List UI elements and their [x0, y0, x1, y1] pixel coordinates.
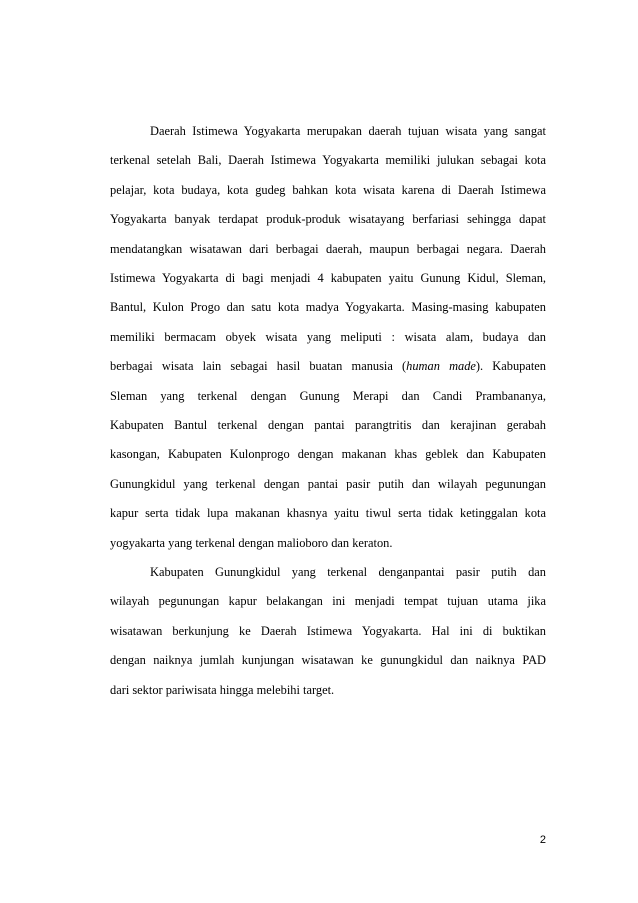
italic-term: human made — [406, 359, 476, 374]
paragraph-line: Sleman yang terkenal dengan Gunung Merapi dan Candi Prambananya, — [110, 388, 546, 403]
paragraph-line-with-italic — [110, 352, 546, 381]
paragraph-line: dengan naiknya jumlah kunjungan wisatawan ke gunungkidul dan naiknya PAD — [110, 653, 546, 668]
paragraph-line: Kabupaten Gunungkidul yang terkenal denganpantai pasir putih dan — [150, 565, 546, 579]
paragraph-2 — [110, 558, 546, 705]
paragraph-line: wisatawan berkunjung ke Daerah Istimewa Yogyakarta. Hal ini di buktikan — [110, 623, 546, 638]
paragraph-line: pelajar, kota budaya, kota gudeg bahkan kota wisata karena di Daerah Istimewa — [110, 182, 546, 197]
paragraph-line: memiliki bermacam obyek wisata yang meliputi : wisata alam, budaya dan — [110, 329, 546, 344]
paragraph-line: Istimewa Yogyakarta di bagi menjadi 4 kabupaten yaitu Gunung Kidul, Sleman, — [110, 271, 546, 286]
paragraph-line: mendatangkan wisatawan dari berbagai daerah, maupun berbagai negara. Daerah — [110, 241, 546, 256]
paragraph-line: terkenal setelah Bali, Daerah Istimewa Yogyakarta memiliki julukan sebagai kota — [110, 153, 546, 168]
paragraph-line: kasongan, Kabupaten Kulonprogo dengan makanan khas geblek dan Kabupaten — [110, 447, 546, 462]
paragraph-line: Yogyakarta banyak terdapat produk-produk wisatayang berfariasi sehingga dapat — [110, 212, 546, 227]
line-segment: berbagai wisata lain sebagai hasil buatan manusia ( — [110, 359, 407, 374]
line-segment: ). Kabupaten — [475, 359, 546, 374]
page-number: 2 — [539, 834, 546, 846]
paragraph-line: Gunungkidul yang terkenal dengan pantai pasir putih dan wilayah pegunungan — [110, 476, 546, 491]
paragraph-line: dari sektor pariwisata hingga melebihi target. — [110, 682, 335, 697]
paragraph-1 — [110, 117, 546, 558]
paragraph-line: Bantul, Kulon Progo dan satu kota madya Yogyakarta. Masing-masing kabupaten — [110, 300, 546, 315]
paragraph-line: yogyakarta yang terkenal dengan malioboro dan keraton. — [110, 535, 393, 550]
paragraph-line: Kabupaten Bantul terkenal dengan pantai parangtritis dan kerajinan gerabah — [110, 418, 546, 433]
paragraph-line: Daerah Istimewa Yogyakarta merupakan daerah tujuan wisata yang sangat — [150, 124, 546, 138]
paragraph-line: kapur serta tidak lupa makanan khasnya yaitu tiwul serta tidak ketinggalan kota — [110, 506, 546, 521]
paragraph-line: wilayah pegunungan kapur belakangan ini menjadi tempat tujuan utama jika — [110, 594, 546, 609]
